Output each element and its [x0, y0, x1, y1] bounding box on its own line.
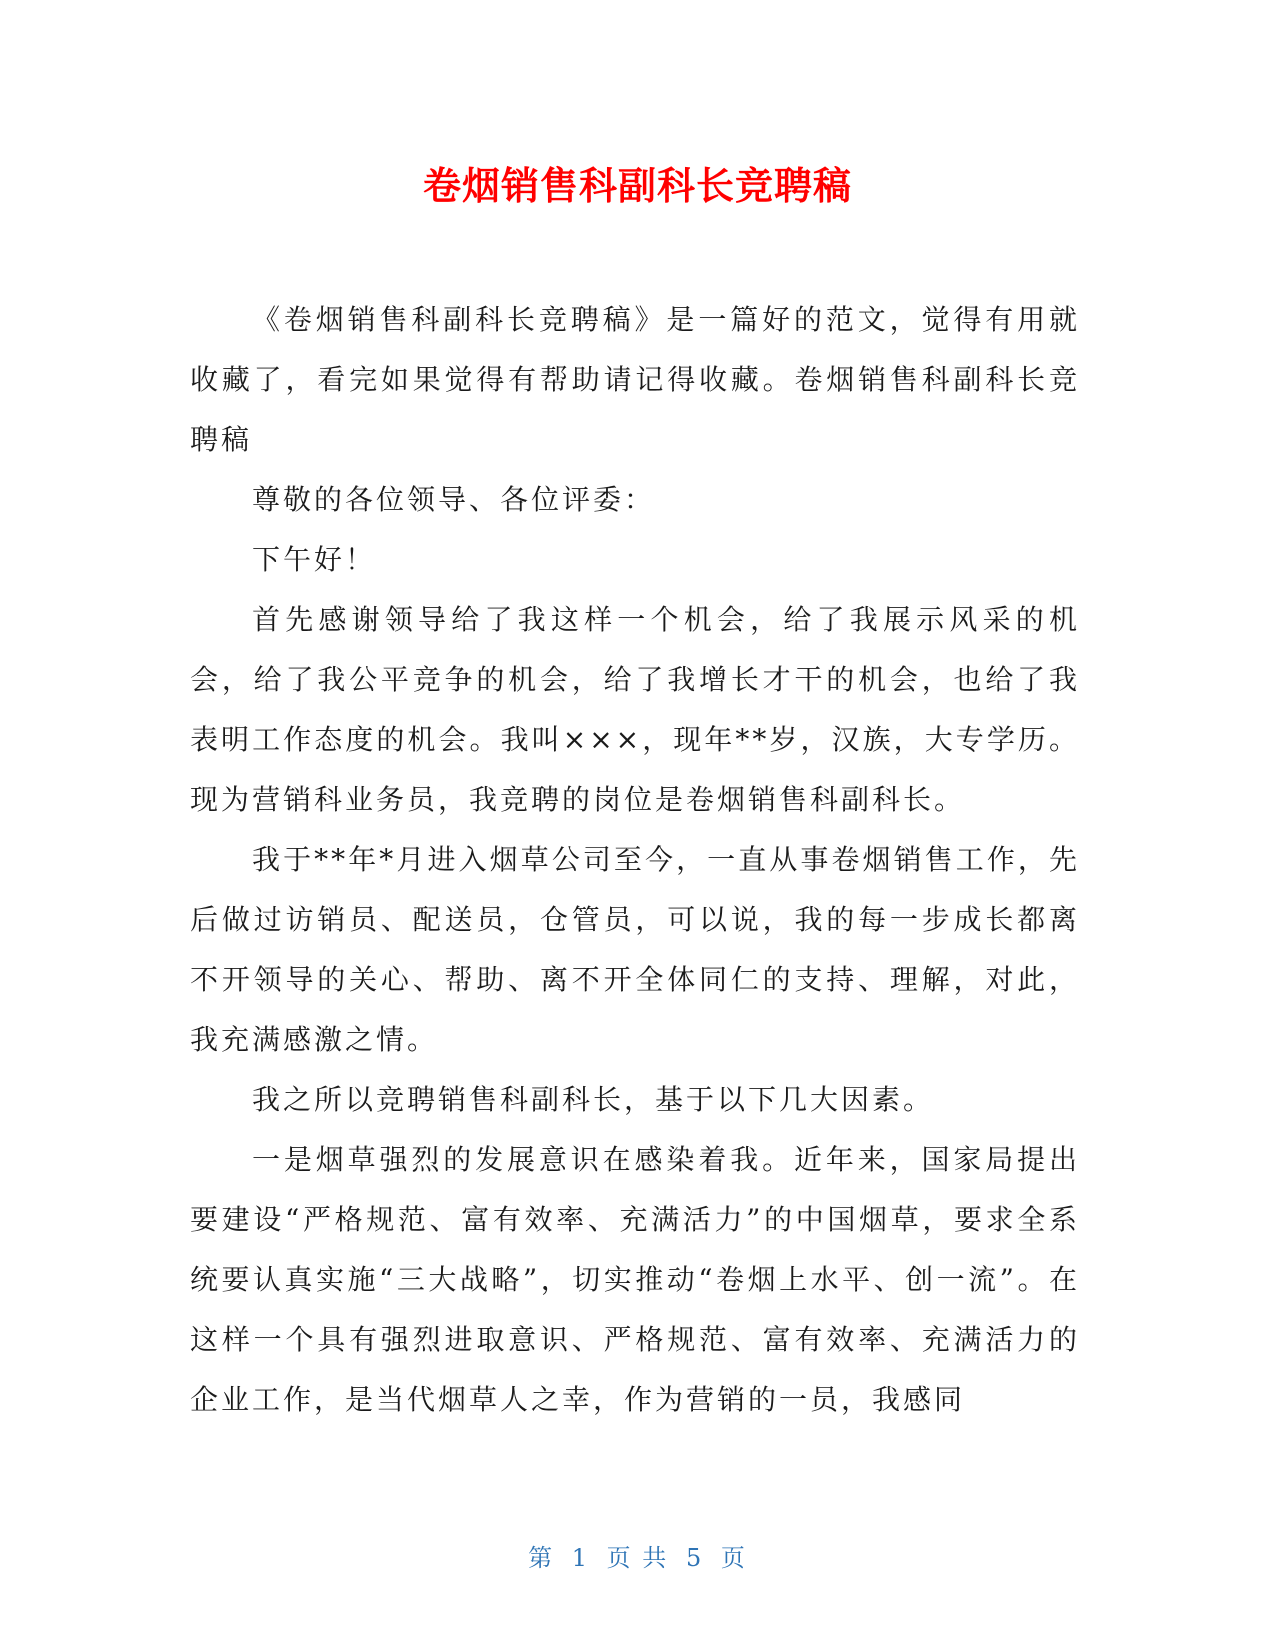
paragraph-reason-one: 一是烟草强烈的发展意识在感染着我。近年来，国家局提出要建设“严格规范、富有效率、充满活力”的中国烟草，要求全系统要认真实施“三大战略”，切实推动“卷烟上水平、创一流”。在这样一个具有强烈进取意识、严格规范、富有效率、充满活力的企业工作，是当代烟草人之幸，作为营销的一员，我感同	[190, 1143, 1080, 1416]
footer-total-pages: 5	[685, 1544, 704, 1572]
document-body	[190, 290, 1080, 1430]
footer-label-page: 第	[528, 1544, 555, 1572]
paragraph-intro: 《卷烟销售科副科长竞聘稿》是一篇好的范文，觉得有用就收藏了，看完如果觉得有帮助请记得收藏。卷烟销售科副科长竞聘稿	[190, 303, 1080, 456]
paragraph-self-introduction: 首先感谢领导给了我这样一个机会，给了我展示风采的机会，给了我公平竞争的机会，给了我增长才干的机会，也给了我表明工作态度的机会。我叫×××，现年**岁，汉族，大专学历。现为营销科业务员，我竞聘的岗位是卷烟销售科副科长。	[190, 603, 1080, 816]
document-title: 卷烟销售科副科长竞聘稿	[422, 164, 852, 208]
paragraph-greeting: 下午好！	[252, 543, 377, 576]
footer-label-end: 页	[720, 1544, 747, 1572]
page-number-footer	[0, 1538, 1275, 1573]
paragraph-reasons-lead: 我之所以竞聘销售科副科长，基于以下几大因素。	[252, 1083, 935, 1116]
footer-current-page: 1	[571, 1544, 590, 1572]
paragraph-salutation: 尊敬的各位领导、各位评委：	[252, 483, 656, 516]
paragraph-work-history: 我于**年*月进入烟草公司至今，一直从事卷烟销售工作，先后做过访销员、配送员，仓管员，可以说，我的每一步成长都离不开领导的关心、帮助、离不开全体同仁的支持、理解，对此，我充满感激之情。	[190, 843, 1080, 1056]
footer-label-of: 页 共	[606, 1544, 669, 1572]
